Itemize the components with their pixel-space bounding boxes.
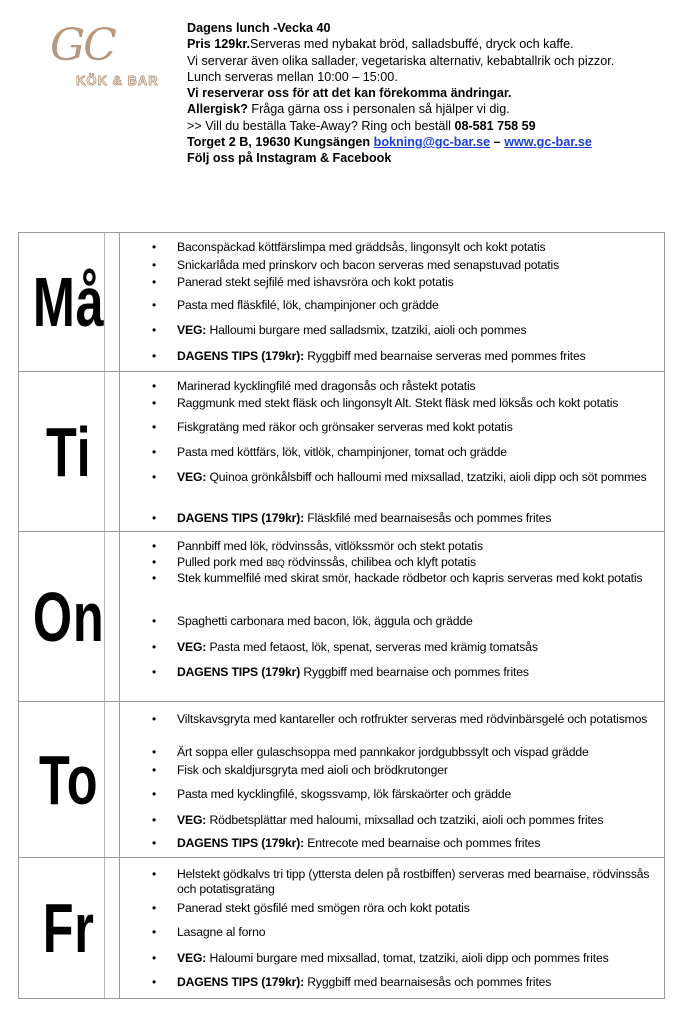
takeaway-text: >> Vill du beställa Take-Away? Ring och beställ xyxy=(187,118,455,133)
lunch-hours: Lunch serveras mellan 10:00 – 15:00. xyxy=(187,69,398,84)
menu-item-tips xyxy=(120,665,658,680)
menu-item-text: Rödbetsplättar med haloumi, mixsallad och tzatziki, aioli och pommes frites xyxy=(206,813,604,827)
bullet-icon: • xyxy=(152,470,157,484)
menu-item-tips xyxy=(120,836,658,851)
bullet-icon: • xyxy=(152,258,157,272)
tips-label: DAGENS TIPS (179kr) xyxy=(177,665,301,679)
menu-item-text: Fiskgratäng med räkor och grönsaker serveras med kokt potatis xyxy=(177,420,513,434)
reservation-note: Vi reserverar oss för att det kan förekomma ändringar. xyxy=(187,86,512,101)
menu-item-text: Helstekt gödkalvs tri tipp (yttersta delen på rostbiffen) serveras med bearnaise, rödvinssås och potatisgratäng xyxy=(177,867,650,896)
bullet-icon: • xyxy=(152,445,157,459)
bullet-icon: • xyxy=(152,745,157,759)
menu-item xyxy=(120,298,658,313)
bullet-icon: • xyxy=(152,539,157,553)
allergy-label: Allergisk? xyxy=(187,102,248,117)
day-row-tuesday xyxy=(19,372,664,532)
bullet-icon: • xyxy=(152,836,157,850)
day-row-wednesday xyxy=(19,532,664,702)
email-link[interactable]: bokning@gc-bar.se xyxy=(373,135,491,150)
bullet-icon: • xyxy=(152,614,157,628)
menu-item-text: Panerad stekt gösfilé med smögen röra och kokt potatis xyxy=(177,901,470,915)
menu-item xyxy=(120,787,658,802)
allergy-line xyxy=(187,101,657,117)
menu-item-text: Panerad stekt sejfilé med ishavsröra och kokt potatis xyxy=(177,275,454,289)
bullet-icon: • xyxy=(152,511,157,525)
menu-item-veg xyxy=(120,640,658,655)
menu-item-veg xyxy=(120,323,658,338)
menu-item-text: Pasta med fetaost, lök, spenat, serveras med krämig tomatsås xyxy=(206,640,538,654)
menu-item-text: Pannbiff med lök, rödvinssås, vitlökssmör och stekt potatis xyxy=(177,539,483,553)
menu-item-text: Pasta med köttfärs, lök, vitlök, champinjoner, tomat och grädde xyxy=(177,445,507,459)
bullet-icon: • xyxy=(152,240,157,254)
menu-item xyxy=(120,258,658,273)
day-row-monday xyxy=(19,233,664,372)
bullet-icon: • xyxy=(152,901,157,915)
veg-label: VEG: xyxy=(177,323,207,337)
tips-label: DAGENS TIPS (179kr): xyxy=(177,975,305,989)
day-row-thursday xyxy=(19,702,664,858)
tips-label: DAGENS TIPS (179kr): xyxy=(177,836,305,850)
bullet-icon: • xyxy=(152,640,157,654)
veg-label: VEG: xyxy=(177,470,207,484)
price-label: Pris 129kr. xyxy=(187,37,251,52)
menu-item-tips xyxy=(120,511,658,526)
allergy-text: Fråga gärna oss i personalen så hjälper vi dig. xyxy=(247,102,510,117)
menu-item xyxy=(120,901,658,916)
bullet-icon: • xyxy=(152,323,157,337)
bullet-icon: • xyxy=(152,396,157,410)
menu-item-text: Fisk och skaldjursgryta med aioli och brödkrutonger xyxy=(177,763,448,777)
price-description: Serveras med nybakat bröd, salladsbuffé, dryck och kaffe. xyxy=(250,37,574,52)
menu-item-text: Viltskavsgryta med kantareller och rotfrukter serveras med rödvinbärsgelé och potatismos xyxy=(177,712,648,726)
menu-item-text: Halloumi burgare med salladsmix, tzatziki, aioli och pommes xyxy=(206,323,527,337)
menu-item-text: Lasagne al forno xyxy=(177,925,266,939)
bullet-icon: • xyxy=(152,763,157,777)
bullet-icon: • xyxy=(152,349,157,363)
dash-separator: – xyxy=(490,135,505,150)
day-label-friday: Fr xyxy=(33,858,105,998)
day-items-friday xyxy=(120,858,664,998)
bullet-icon: • xyxy=(152,925,157,939)
day-label-tuesday: Ti xyxy=(33,372,105,531)
menu-item-text: Ryggbiff med bearnaise och pommes frites xyxy=(300,665,529,679)
logo-subtitle: KÖK & BAR xyxy=(76,73,159,88)
menu-item-text: Pasta med fläskfilé, lök, champinjoner och grädde xyxy=(177,298,439,312)
address: Torget 2 B, 19630 Kungsängen xyxy=(187,135,374,150)
logo-mark: GC xyxy=(50,20,115,71)
menu-item xyxy=(120,396,658,411)
menu-item xyxy=(120,745,658,760)
menu-item-text: rödvinssås, chilibea och klyft potatis xyxy=(284,555,476,569)
menu-item xyxy=(120,867,658,896)
veg-label: VEG: xyxy=(177,640,207,654)
menu-item-text-start: Pulled pork med xyxy=(177,555,267,569)
bullet-icon: • xyxy=(152,379,157,393)
day-items-wednesday xyxy=(120,532,664,701)
bbq-label: BBQ xyxy=(266,558,285,568)
menu-item xyxy=(120,539,658,554)
bullet-icon: • xyxy=(152,275,157,289)
bullet-icon: • xyxy=(152,975,157,989)
day-label-thursday: To xyxy=(33,702,105,857)
menu-title: Dagens lunch -Vecka 40 xyxy=(187,21,331,35)
bullet-icon: • xyxy=(152,571,157,585)
bullet-icon: • xyxy=(152,951,157,965)
website-link[interactable]: www.gc-bar.se xyxy=(504,135,592,150)
menu-item-text: Ryggbiff med bearnaisesås och pommes frites xyxy=(304,975,552,989)
menu-item-veg xyxy=(120,470,658,485)
menu-item-text: Raggmunk med stekt fläsk och lingonsylt Alt. Stekt fläsk med löksås och kokt potatis xyxy=(177,396,619,410)
menu-item xyxy=(120,420,658,435)
menu-item xyxy=(120,275,658,290)
menu-item xyxy=(120,763,658,778)
extras-line: Vi serverar även olika sallader, vegetariska alternativ, kebabtallrik och pizzor. xyxy=(187,53,615,68)
bullet-icon: • xyxy=(152,867,157,881)
takeaway-line xyxy=(187,118,657,134)
menu-item-text: Entrecote med bearnaise och pommes frites xyxy=(304,836,541,850)
menu-item xyxy=(120,555,658,571)
bullet-icon: • xyxy=(152,813,157,827)
header-info xyxy=(187,20,657,167)
menu-item xyxy=(120,571,658,586)
veg-label: VEG: xyxy=(177,813,207,827)
gc-logo xyxy=(44,20,160,100)
bullet-icon: • xyxy=(152,420,157,434)
menu-item-text: Fläskfilé med bearnaisesås och pommes frites xyxy=(304,511,552,525)
day-label-monday: Må xyxy=(33,233,105,371)
menu-item-text: Quinoa grönkålsbiff och halloumi med mixsallad, tzatziki, aioli dipp och söt pommes xyxy=(206,470,647,484)
bullet-icon: • xyxy=(152,665,157,679)
menu-item-text: Ryggbiff med bearnaise serveras med pommes frites xyxy=(304,349,586,363)
menu-item-text: Haloumi burgare med mixsallad, tomat, tzatziki, aioli dipp och pommes frites xyxy=(206,951,609,965)
day-items-monday xyxy=(120,233,664,371)
day-row-friday xyxy=(19,858,664,998)
bullet-icon: • xyxy=(152,712,157,726)
phone-number[interactable]: 08-581 758 59 xyxy=(454,118,536,133)
menu-item-text: Spaghetti carbonara med bacon, lök, äggula och grädde xyxy=(177,614,473,628)
price-line xyxy=(187,36,657,52)
menu-item xyxy=(120,445,658,460)
menu-item-tips xyxy=(120,975,658,990)
menu-item-text: Marinerad kycklingfilé med dragonsås och råstekt potatis xyxy=(177,379,476,393)
menu-item xyxy=(120,614,658,629)
day-label-wednesday: On xyxy=(33,532,105,701)
menu-item-text: Snickarlåda med prinskorv och bacon serveras med senapstuvad potatis xyxy=(177,258,560,272)
veg-label: VEG: xyxy=(177,951,207,965)
menu-item xyxy=(120,240,658,255)
bullet-icon: • xyxy=(152,298,157,312)
tips-label: DAGENS TIPS (179kr): xyxy=(177,349,305,363)
menu-item-text: Pasta med kycklingfilé, skogssvamp, lök färskaörter och grädde xyxy=(177,787,512,801)
day-items-thursday xyxy=(120,702,664,857)
menu-item xyxy=(120,925,658,940)
menu-item-text: Ärt soppa eller gulaschsoppa med pannkakor jordgubbssylt och vispad grädde xyxy=(177,745,589,759)
tips-label: DAGENS TIPS (179kr): xyxy=(177,511,305,525)
menu-item xyxy=(120,712,658,727)
menu-item xyxy=(120,379,658,394)
contact-line xyxy=(187,134,657,150)
bullet-icon: • xyxy=(152,787,157,801)
menu-item-text: Stek kummelfilé med skirat smör, hackade rödbetor och kapris serveras med kokt potatis xyxy=(177,571,643,585)
social-line: Följ oss på Instagram & Facebook xyxy=(187,151,392,166)
menu-item-veg xyxy=(120,951,658,966)
menu-item-text: Baconspäckad köttfärslimpa med gräddsås, lingonsylt och kokt potatis xyxy=(177,240,546,254)
menu-item-tips xyxy=(120,349,658,364)
day-items-tuesday xyxy=(120,372,664,531)
weekly-menu-table xyxy=(18,232,665,999)
menu-item-veg xyxy=(120,813,658,828)
bullet-icon: • xyxy=(152,555,157,569)
